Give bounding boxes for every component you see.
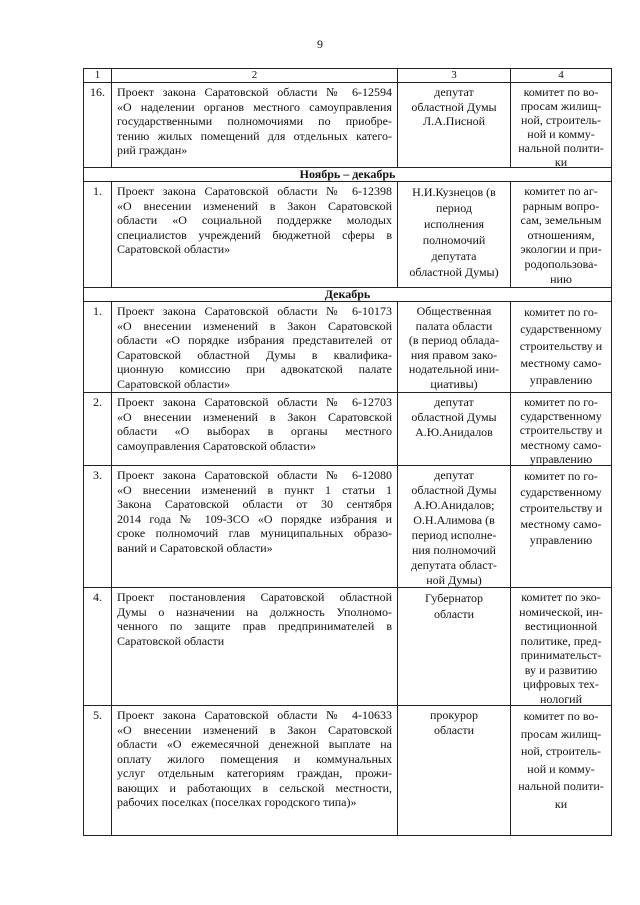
- initiator-line: период: [436, 201, 472, 215]
- row-number: 3.: [93, 468, 102, 482]
- initiator: [398, 182, 510, 287]
- initiator-line: области: [433, 607, 475, 621]
- section-header: Ноябрь – декабрь: [299, 167, 396, 181]
- initiator-line: А.Ю.Анидалов: [415, 425, 493, 439]
- table-row: [84, 393, 612, 466]
- committee-line: просам жилищ-: [520, 726, 602, 741]
- column-number-2: [112, 69, 398, 83]
- project-cell: [112, 706, 398, 836]
- committee-cell: [511, 182, 612, 288]
- initiator-line: Губернатор: [424, 591, 484, 605]
- project-title-line: «О внесении изменений в пункт 1 статьи 1: [117, 482, 392, 497]
- initiator-line: Л.А.Писной: [422, 114, 486, 128]
- committee-line: местному само-: [520, 437, 602, 452]
- project-title-line: вающих и работающих в сельской местности,: [117, 780, 392, 795]
- initiator-line: нодательной ини-: [408, 362, 500, 377]
- project-cell: [112, 588, 398, 706]
- initiator-line: прокурор: [429, 708, 479, 722]
- committee-line: нальной полити-: [518, 141, 604, 155]
- committee-cell: [511, 466, 612, 588]
- project-title-line: «О внесении изменений в Закон Саратовской: [117, 318, 392, 333]
- row-number-cell: [84, 182, 112, 288]
- committee-line: экологии и при-: [520, 242, 602, 257]
- initiator-cell: [398, 706, 511, 836]
- committee-line: ной и комму-: [527, 761, 595, 776]
- row-number-cell: [84, 588, 112, 706]
- committee-line: номической, ин-: [519, 604, 603, 619]
- committee-line: местному само-: [520, 517, 602, 531]
- initiator: [398, 706, 510, 835]
- project-title: [112, 393, 397, 465]
- committee-line: управлению: [529, 373, 593, 387]
- project-title-line: «О внесении изменений в Закон Саратовской: [117, 409, 392, 424]
- project-title-line: области «О выборах в органы местного: [117, 424, 392, 438]
- initiator-cell: [398, 83, 511, 168]
- committee: [511, 302, 611, 392]
- initiator-line: палата области: [415, 318, 493, 333]
- project-title: [112, 706, 397, 835]
- committee-line: ки: [554, 155, 568, 169]
- committee-line: нию: [550, 271, 572, 286]
- initiator: [398, 466, 510, 587]
- project-title-line: «О внесении изменений в Закон Саратовской: [117, 198, 392, 213]
- project-title: [112, 466, 397, 587]
- initiator-line: циативы): [430, 376, 478, 391]
- row-number: 5.: [93, 708, 102, 722]
- column-number-1: [84, 69, 112, 83]
- project-title-line: Проект постановления Саратовской областной: [117, 590, 392, 604]
- section-cell: [84, 288, 612, 302]
- committee-cell: [511, 706, 612, 836]
- row-number-cell: [84, 393, 112, 466]
- project-title-line: Проект закона Саратовской области № 6-12398: [117, 184, 392, 198]
- initiator-cell: [398, 393, 511, 466]
- project-title-line: «О наделении органов местного самоуправления: [117, 99, 392, 114]
- initiator-line: области: [433, 723, 475, 737]
- project-title-line: «О внесении изменений в Закон Саратовской: [117, 722, 392, 737]
- initiator-line: О.Н.Алимова (в: [413, 513, 495, 527]
- project-cell: [112, 83, 398, 168]
- initiator-line: ния правом зако-: [410, 347, 498, 362]
- project-title-line: ченного по защите прав предпринимателей в: [117, 619, 392, 633]
- work-plan-table: [83, 68, 612, 836]
- initiator-cell: [398, 302, 511, 393]
- committee: [511, 393, 611, 465]
- row-number-cell: [84, 706, 112, 836]
- table-row: [84, 302, 612, 393]
- column-number-4: [511, 69, 612, 83]
- initiator-line: депутат: [434, 395, 474, 409]
- table-row: [84, 588, 612, 706]
- project-title: [112, 588, 397, 705]
- committee-line: сударственному: [520, 322, 602, 336]
- committee-line: ной, строитель-: [520, 113, 601, 127]
- committee-line: родопользова-: [524, 256, 598, 271]
- project-title-line: услуг отдельным категориям граждан, прожи-: [117, 766, 392, 780]
- row-number-cell: [84, 302, 112, 393]
- initiator-line: депутат: [434, 468, 474, 482]
- column-number-row: [84, 69, 612, 83]
- table-row: [84, 182, 612, 288]
- committee-line: ву и развитию: [524, 662, 598, 677]
- committee-line: комитет по го-: [524, 305, 598, 319]
- committee-line: управлению: [529, 533, 593, 547]
- project-title-line: Проект закона Саратовской области № 4-10633: [117, 708, 392, 722]
- table-row: [84, 706, 612, 836]
- project-title-line: ваний и Саратовской области»: [117, 540, 273, 555]
- project-title-line: рий граждан»: [117, 143, 188, 157]
- committee-line: ной и комму-: [527, 127, 595, 141]
- project-title: [112, 182, 397, 287]
- project-title-line: тению жилых помещений для отдельных катего-: [117, 128, 392, 143]
- project-title-line: Проект закона Саратовской области № 6-12703: [117, 395, 392, 409]
- row-number: 1.: [93, 184, 102, 198]
- column-number-label: 4: [558, 69, 564, 81]
- initiator-line: А.Ю.Анидалов;: [413, 498, 495, 512]
- project-title-line: оплату жилого помещения и коммунальных: [117, 751, 392, 766]
- committee-line: комитет по го-: [524, 469, 598, 483]
- committee-line: управлению: [529, 451, 593, 466]
- initiator: [398, 588, 510, 705]
- committee-line: вестиционной: [524, 619, 598, 633]
- committee: [511, 588, 611, 705]
- row-number: 1.: [93, 304, 102, 318]
- initiator-line: депутата: [431, 249, 477, 263]
- committee-line: комитет по во-: [523, 709, 599, 723]
- project-title: [112, 302, 397, 392]
- project-title-line: области «О ежемесячной денежной выплате на: [117, 737, 392, 751]
- committee-line: комитет по аг-: [524, 184, 598, 198]
- committee-line: ной, строитель-: [520, 744, 601, 758]
- row-number-cell: [84, 83, 112, 168]
- project-title-line: специалистов учреждений бюджетной сферы в: [117, 227, 392, 242]
- initiator-cell: [398, 182, 511, 288]
- project-title-line: области «О социальной поддержке молодых: [117, 213, 392, 227]
- initiator-cell: [398, 466, 511, 588]
- column-number-3: [398, 69, 511, 83]
- committee-line: сударственному: [520, 485, 602, 499]
- committee: [511, 706, 611, 835]
- page-number: 9: [317, 37, 323, 51]
- project-title-line: самоуправления Саратовской области»: [117, 438, 316, 453]
- committee-line: сам, земельным: [520, 213, 602, 228]
- initiator-line: Н.И.Кузнецов (в: [412, 185, 496, 199]
- project-title-line: Проект закона Саратовской области № 6-12080: [117, 468, 392, 482]
- committee-line: комитет по го-: [524, 395, 598, 409]
- committee-line: комитет по во-: [523, 85, 599, 99]
- initiator-line: полномочий: [422, 233, 486, 247]
- table-row: [84, 466, 612, 588]
- project-cell: [112, 393, 398, 466]
- project-title-line: Проект закона Саратовской области № 6-10173: [117, 304, 392, 318]
- project-cell: [112, 302, 398, 393]
- committee: [511, 466, 611, 587]
- initiator-line: ния полномочий: [412, 543, 496, 557]
- committee-line: нальной полити-: [518, 779, 604, 793]
- committee-cell: [511, 83, 612, 168]
- committee-line: политике, пред-: [520, 633, 602, 648]
- row-number-cell: [84, 466, 112, 588]
- initiator-line: период исполне-: [411, 528, 497, 542]
- committee-line: нологий: [539, 691, 583, 706]
- committee-line: строительству и: [519, 339, 603, 353]
- row-number: 4.: [93, 590, 102, 604]
- project-title-line: государственными полномочиями по приобре-: [117, 114, 392, 128]
- project-title: [112, 83, 397, 167]
- section-cell: [84, 168, 612, 182]
- committee-cell: [511, 393, 612, 466]
- initiator-line: исполнения: [423, 217, 485, 231]
- project-title-line: Саратовской области»: [117, 376, 231, 391]
- project-title-line: Думы о назначении на должность Уполномо-: [117, 604, 392, 619]
- project-title-line: рабочих поселках (поселках городского типа)»: [117, 795, 357, 809]
- initiator-line: Общественная: [416, 304, 492, 318]
- initiator: [398, 83, 510, 167]
- project-title-line: Саратовской области»: [117, 242, 231, 256]
- committee: [511, 83, 611, 167]
- committee-line: цифровых тех-: [523, 677, 599, 691]
- committee-line: отношениям,: [527, 227, 595, 242]
- initiator: [398, 393, 510, 465]
- project-title-line: области «О порядке избрания представителей от: [117, 333, 392, 347]
- project-title-line: Саратовской областной Думы в квалифика-: [117, 347, 392, 362]
- committee-line: комитет по эко-: [521, 590, 601, 604]
- project-title-line: ционную комиссию при адвокатской палате: [117, 362, 392, 376]
- initiator-line: областной Думы: [411, 483, 497, 497]
- initiator-cell: [398, 588, 511, 706]
- row-number: 2.: [93, 395, 102, 409]
- column-number-label: 1: [94, 69, 101, 81]
- committee-line: принимательст-: [520, 648, 602, 662]
- committee-line: сударственному: [520, 409, 602, 424]
- project-cell: [112, 182, 398, 288]
- initiator-line: областной Думы: [411, 410, 497, 424]
- initiator-line: депутата област-: [411, 558, 497, 572]
- row-number: 16.: [90, 85, 105, 99]
- committee: [511, 182, 611, 287]
- column-number-label: 2: [251, 69, 258, 81]
- project-cell: [112, 466, 398, 588]
- project-title-line: Саратовской области: [117, 633, 225, 648]
- initiator-line: (в период облада-: [408, 333, 500, 348]
- initiator-line: областной Думы: [411, 99, 497, 114]
- initiator: [398, 302, 510, 392]
- initiator-line: ной Думы): [426, 573, 482, 587]
- committee-line: местному само-: [520, 356, 602, 370]
- committee-line: рарным вопро-: [522, 198, 600, 213]
- project-title-line: 2014 года № 109-ЗСО «О порядке избрания и: [117, 511, 392, 526]
- committee-line: строительству и: [519, 501, 603, 515]
- table-row: [84, 83, 612, 168]
- table-body: [84, 69, 612, 836]
- committee-line: ки: [554, 796, 568, 811]
- section-row: [84, 288, 612, 302]
- committee-cell: [511, 588, 612, 706]
- section-header: Декабрь: [324, 287, 371, 301]
- column-number-label: 3: [451, 69, 457, 81]
- project-title-line: Проект закона Саратовской области № 6-12594: [117, 85, 392, 99]
- project-title-line: Закона Саратовской области от 30 сентября: [117, 497, 392, 511]
- initiator-line: областной Думы): [409, 265, 499, 279]
- initiator-line: депутат: [434, 85, 474, 99]
- project-title-line: сроке полномочий глав муниципальных образо-: [117, 526, 392, 540]
- committee-cell: [511, 302, 612, 393]
- committee-line: просам жилищ-: [520, 99, 602, 113]
- committee-line: строительству и: [519, 423, 603, 438]
- section-row: [84, 168, 612, 182]
